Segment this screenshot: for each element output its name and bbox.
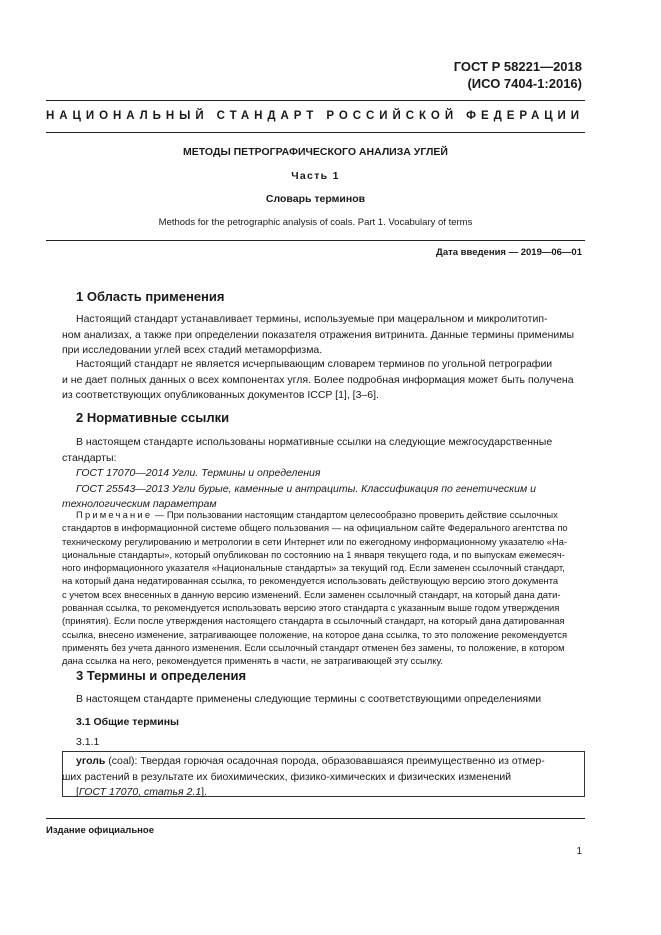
text-line: циональные стандарты», который опубликован по состоянию на 1 января текущего года, и по выпускам ежемесяч- [62, 548, 565, 560]
section-1-heading: 1 Область применения [76, 289, 225, 304]
text-line: В настоящем стандарте использованы нормативные ссылки на следующие межгосударственные [76, 436, 553, 448]
term-number [62, 735, 585, 751]
subtitle: Словарь терминов [265, 193, 366, 205]
reference-gost-25543: ГОСТ 25543—2013 Угли бурые, каменные и антрациты. Классификация по генетическим и [76, 482, 536, 495]
text-line: стандартов в информационной системе общего пользования — на официальном сайте Федерального агентства по [62, 522, 568, 534]
note-block [62, 508, 585, 668]
text-line: с учетом всех внесенных в данную версию изменений. Если заменен ссылочный стандарт, на который дана дати- [62, 588, 561, 600]
text-line: ном анализах, а также при определении показателя отражения витринита. Данные термины применимы [62, 328, 575, 341]
section-2-heading: 2 Нормативные ссылки [76, 410, 230, 425]
reference-gost-25543-cont: технологическим параметрам [62, 498, 217, 510]
text-line: ссылка, внесено изменение, затрагивающее положение, на которое дана ссылка, то это положение рекомендуется [62, 628, 568, 640]
text-line: дана ссылка на него, рекомендуется применять в части, не затрагивающей эту ссылку. [62, 655, 443, 667]
english-title: Methods for the petrographic analysis of coals. Part 1. Vocabulary of terms [158, 217, 473, 228]
term-definition: уголь (coal): Твердая горючая осадочная порода, образовавшаяся преимущественно из отмер- ших растений в результате их биохимических, физико-химических и физических изменений [ГОСТ 17070, статья 2.1]. [62, 754, 585, 801]
subsection-3-1-heading: 3.1 Общие термины [76, 716, 180, 728]
header-rule-bottom [46, 132, 585, 133]
header-rule-top [46, 100, 585, 101]
introduction-date: Дата введения — 2019—06—01 [436, 247, 582, 258]
term-number-label: 3.1.1 [76, 736, 100, 748]
section-3-heading: 3 Термины и определения [76, 668, 247, 683]
page-number: 1 [576, 846, 582, 857]
term-definition-text: (coal): Твердая горючая осадочная порода, образовавшаяся преимущественно из отмер- [105, 755, 545, 767]
iso-number: (ИСО 7404-1:2016) [467, 76, 582, 91]
section-2-paragraph-1 [62, 435, 585, 513]
part-title: Часть 1 [291, 170, 340, 182]
text-line: из соответствующих опубликованных документов ICCP [1], [3–6]. [62, 389, 379, 401]
section-1-paragraph-1 [62, 312, 585, 359]
text-line: Настоящий стандарт не является исчерпывающим словарем терминов по угольной петрографии [76, 358, 553, 370]
document-title: МЕТОДЫ ПЕТРОГРАФИЧЕСКОГО АНАЛИЗА УГЛЕЙ [183, 146, 448, 158]
text-line: и не дает полных данных о всех компонентах угля. Более подробная информация может быть получена [62, 373, 574, 386]
national-standard-title: НАЦИОНАЛЬНЫЙ СТАНДАРТ РОССИЙСКОЙ ФЕДЕРАЦИИ [46, 110, 584, 122]
text-line: ших растений в результате их биохимических, физико-химических и физических изменений [62, 770, 512, 783]
text-line: при исследовании углей всех стадий метаморфизма. [62, 344, 323, 356]
term-word: уголь [76, 755, 106, 767]
text-line: техническому регулированию и метрологии в сети Интернет или по ежегодному информационному указателю «На- [62, 535, 568, 547]
text-line: В настоящем стандарте применены следующие термины с соответствующими определениями [76, 693, 542, 705]
text-line: Настоящий стандарт устанавливает термины, используемые при мацеральном и микролитотип- [76, 313, 548, 325]
text-line: рованная ссылка, то рекомендуется использовать версию этого стандарта с указанным выше годом утверждения [62, 602, 560, 614]
section-1-paragraph-2 [62, 357, 585, 404]
text-line: стандарты: [62, 451, 117, 464]
text-line: применять без учета данного изменения. Если ссылочный стандарт отменен без замены, то положение, в котором [62, 641, 565, 653]
standard-number: ГОСТ Р 58221—2018 [453, 59, 582, 74]
date-rule [46, 240, 585, 241]
footer-rule [46, 818, 585, 819]
note-label: Примечание [76, 509, 153, 520]
standard-designation [454, 58, 582, 92]
text-line: ного информационного указателя «Национальные стандарты» за текущий год. Если заменен ссылочный стандарт, [62, 562, 565, 574]
reference-gost-17070: ГОСТ 17070—2014 Угли. Термины и определения [76, 467, 321, 479]
text-line: — При пользовании настоящим стандартом целесообразно проверить действие ссылочных [152, 509, 558, 520]
section-3-paragraph-1 [62, 692, 585, 708]
term-source: ГОСТ 17070, статья 2.1 [78, 786, 202, 798]
edition-label: Издание официальное [46, 825, 154, 836]
text-line: (принятия). Если после утверждения настоящего стандарта в ссылочный стандарт, на который дана датированная [62, 615, 565, 627]
text-line: на который дана недатированная ссылка, то рекомендуется использовать действующую версию этого документа [62, 575, 559, 587]
